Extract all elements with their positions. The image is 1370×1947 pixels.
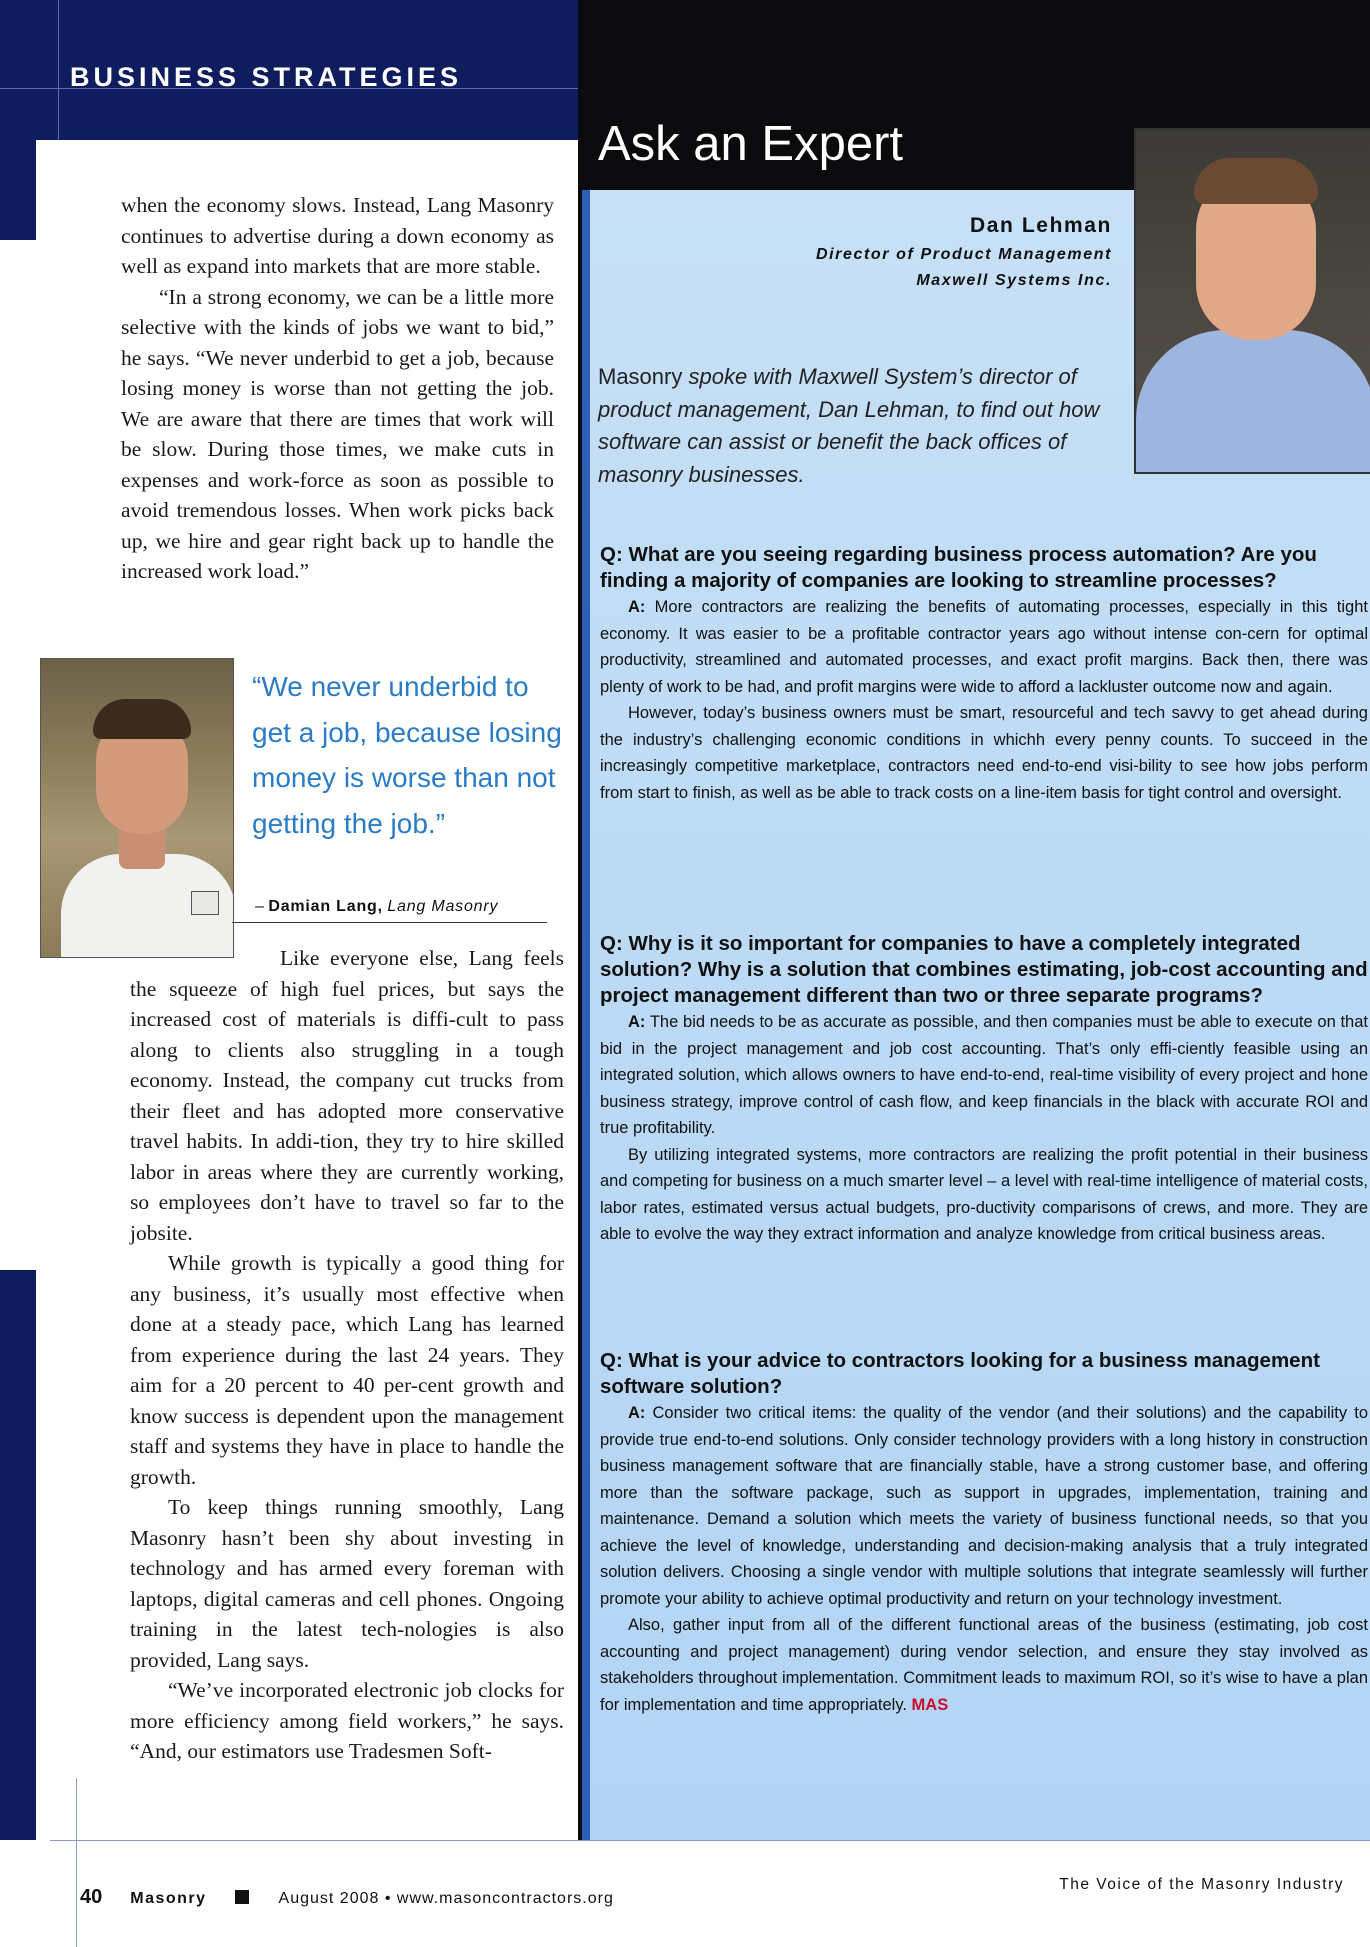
footer-rule	[50, 1840, 1370, 1841]
section-header: BUSINESS STRATEGIES	[70, 62, 463, 92]
left-article-top	[121, 190, 554, 587]
pull-quote-rule	[232, 922, 547, 923]
answer-paragraph	[600, 594, 1368, 700]
header-vertical-rule	[58, 0, 59, 140]
issue-and-url: August 2008 • www.masoncontractors.org	[278, 1890, 614, 1907]
question: Q: Why is it so important for companies to have a completely integrated solution? Why is a solution that combines estimating, job-cost accounting and project management different than two or three separate programs?	[600, 932, 1368, 1007]
expert-panel-edge	[582, 190, 590, 1840]
intro-brand: Masonry	[598, 364, 683, 389]
attribution-dash: –	[255, 898, 269, 915]
magazine-name: Masonry	[130, 1890, 207, 1907]
left-edge-panel	[0, 240, 36, 1270]
article-paragraph: when the economy slows. Instead, Lang Masonry continues to advertise during a down economy as well as expand into markets that are more stable.	[121, 193, 554, 278]
answer-text: Consider two critical items: the quality of the vendor (and their solutions) and the capability to provide true end-to-end solutions. Only consider technology providers with a long history in construction business management software that are financially stable, have a strong customer base, and offering more than the software package, such as support in upgrades, implementation, training and maintenance. Demand a solution which meets the variety of business functional needs, so that you achieve the level of knowledge, understanding and decision-making analysis that a truly integrated solution delivers. Choosing a single vendor with multiple solutions that integrate seamlessly will further promote your ability to achieve optimal productivity and return on your technology investment.	[600, 1404, 1368, 1608]
answer-text: The bid needs to be as accurate as possible, and then companies must be able to execute on that bid in the project management and job cost accounting. That’s only effi-ciently feasible using an integrated solution, which allows owners to have end-to-end, real-time visibility of every project and hone business strategy, improve control of cash flow, and keep financials in the black with accurate ROI and true profitability.	[600, 1013, 1368, 1137]
intro-text: spoke with Maxwell System’s director of product management, Dan Lehman, to find out how software can assist or benefit the back offices of masonry businesses.	[598, 364, 1100, 487]
footer-left	[80, 1886, 614, 1909]
article-paragraph: “We’ve incorporated electronic job clocks for more efficiency among field workers,” he says. “And, our estimators use Tradesmen Soft-	[130, 1678, 564, 1763]
photo-shirt	[1136, 330, 1370, 474]
answer-paragraph	[600, 1400, 1368, 1612]
footer-tagline: The Voice of the Masonry Industry	[1059, 1876, 1344, 1893]
photo-hair	[93, 699, 191, 739]
qa-block	[600, 542, 1368, 806]
answer-paragraph	[600, 1009, 1368, 1142]
footer-vertical-rule	[76, 1778, 77, 1947]
answer-text: More contractors are realizing the benefits of automating processes, especially in this tight economy. It was easier to be a profitable contractor years ago without intense con-cern for optimal productivity, streamlined and automated processes, and exact profit margins. Back then, there was plenty of work to be had, and profit margins were wide to afford a lackluster outcome now and again.	[600, 598, 1368, 696]
expert-title: Director of Product Management	[815, 246, 1112, 263]
article-paragraph: To keep things running smoothly, Lang Masonry hasn’t been shy about investing in technology and has armed every foreman with laptops, digital cameras and cell phones. Ongoing training in the latest tech-nologies is also provided, Lang says.	[130, 1495, 564, 1672]
expert-name: Dan Lehman	[969, 214, 1112, 237]
damian-lang-photo	[40, 658, 234, 958]
answer-label: A:	[628, 1013, 646, 1031]
expert-intro	[598, 361, 1118, 491]
answer-paragraph: By utilizing integrated systems, more contractors are realizing the profit potential in their business and competing for business on a much smarter level – a level with real-time intelligence of material costs, labor rates, estimated versus actual budgets, pro-ductivity comparisons of crews, and more. They are able to evolve the way they extract information and analyze knowledge from critical business areas.	[600, 1145, 1368, 1243]
answer-label: A:	[628, 1404, 646, 1422]
article-paragraph: Like everyone else, Lang feels the squeeze of high fuel prices, but says the increased cost of materials is diffi-cult to pass along to clients also struggling in a tough economy. Instead, the company cut trucks from their fleet and has adopted more conservative travel habits. In addi-tion, they try to hire skilled labor in areas where they are currently working, so employees don’t have to travel so far to the jobsite.	[130, 946, 564, 1245]
attribution-name: Damian Lang,	[268, 898, 383, 915]
dan-lehman-photo	[1134, 128, 1370, 474]
qa-block	[600, 931, 1368, 1248]
qa-block	[600, 1348, 1368, 1718]
left-article-bottom	[130, 943, 564, 1767]
answer-text: Also, gather input from all of the different functional areas of the business (estimating, job cost accounting and project management) during vendor selection, and ensure they stay involved as stakeholders throughout implementation. Commitment leads to maximum ROI, so it’s wise to have a plan for implementation and time appropriately.	[600, 1616, 1368, 1714]
article-paragraph: “In a strong economy, we can be a little more selective with the kinds of jobs we want to bid,” he says. “We never underbid to get a job, because losing money is worse than not getting the job. We are aware that there are times that work will be slow. During those times, we make cuts in expenses and work-force as soon as possible to avoid tremendous losses. When work picks back up, we hire and gear right back up to handle the increased work load.”	[121, 284, 554, 583]
answer-label: A:	[628, 598, 646, 616]
photo-hair	[1194, 158, 1318, 204]
pull-quote-attribution	[255, 898, 498, 916]
footer-square-icon	[235, 1890, 249, 1904]
question: Q: What are you seeing regarding business process automation? Are you finding a majority of companies are looking to streamline processes?	[600, 543, 1317, 592]
ask-an-expert-title: Ask an Expert	[598, 117, 904, 171]
attribution-org: Lang Masonry	[387, 898, 499, 915]
shirt-logo	[191, 891, 219, 915]
answer-paragraph: However, today’s business owners must be smart, resourceful and tech savvy to get ahead during the industry’s challenging economic conditions in whichh every penny counts. To succeed in the increasingly competitive marketplace, contractors need end-to-end visi-bility to see how jobs perform from start to finish, as well as be able to track costs on a line-item basis for tight control and oversight.	[600, 704, 1368, 802]
expert-company: Maxwell Systems Inc.	[916, 272, 1112, 289]
question: Q: What is your advice to contractors looking for a business management software solution?	[600, 1349, 1320, 1398]
page-number: 40	[80, 1886, 103, 1908]
end-mark: MAS	[911, 1695, 949, 1714]
answer-paragraph	[600, 1612, 1368, 1718]
article-paragraph: While growth is typically a good thing for any business, it’s usually most effective when done at a steady pace, which Lang has learned from experience during the last 24 years. They aim for a 20 percent to 40 per-cent growth and know success is dependent upon the management staff and systems they have in place to handle the growth.	[130, 1251, 564, 1489]
pull-quote: “We never underbid to get a job, because losing money is worse than not getting the job.”	[252, 671, 562, 839]
